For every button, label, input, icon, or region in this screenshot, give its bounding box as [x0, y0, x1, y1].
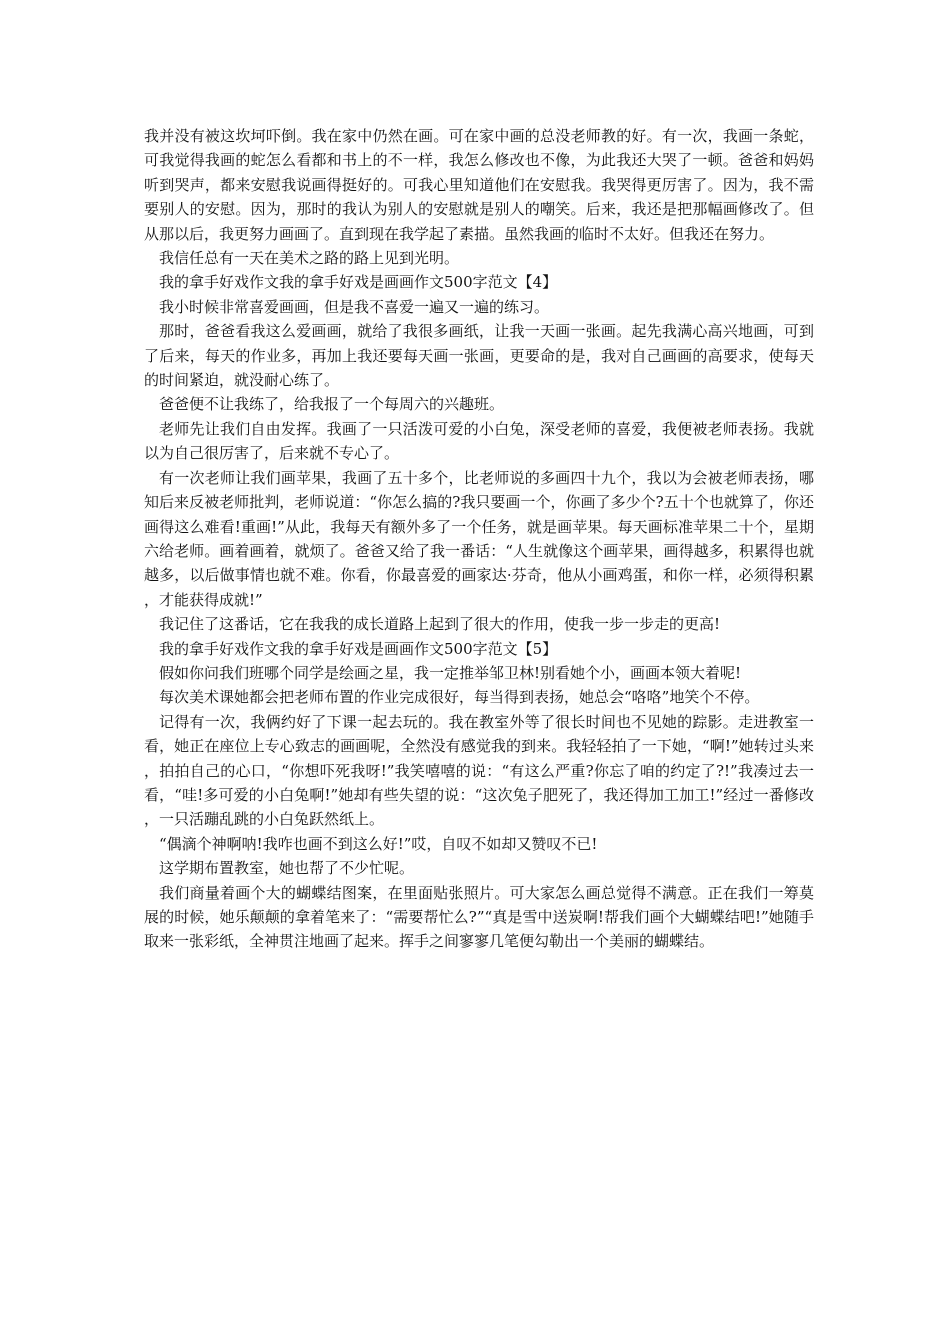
paragraph: 有一次老师让我们画苹果，我画了五十多个，比老师说的多画四十九个，我以为会被老师表扬，哪知后来反被老师批判，老师说道：“你怎么搞的?我只要画一个，你画了多少个?五十个也就算了，你还画得这么难看!重画!”从此，我每天有额外多了一个任务，就是画苹果。每天画标准苹果二十个，星期六给老师。画着画着，就烦了。爸爸又给了我一番话：“人生就像这个画苹果，画得越多，积累得也就越多，以后做事情也就不难。你看，你最喜爱的画家达·芬奇，他从小画鸡蛋，和你一样，必须得积累，才能获得成就!” — [144, 468, 814, 609]
document-body — [144, 124, 814, 954]
section-heading: 我的拿手好戏作文我的拿手好戏是画画作文500字范文【4】 — [159, 273, 558, 292]
paragraph: 那时，爸爸看我这么爱画画，就给了我很多画纸，让我一天画一张画。起先我满心高兴地画，可到了后来，每天的作业多，再加上我还要每天画一张画，更要命的是，我对自己画画的高要求，使每天的时间紧迫，就没耐心练了。 — [144, 322, 814, 390]
paragraph: 每次美术课她都会把老师布置的作业完成很好，每当得到表扬，她总会“咯咯”地笑个不停。 — [159, 688, 760, 707]
paragraph: “偶滴个神啊呐!我咋也画不到这么好!”哎，自叹不如却又赞叹不已! — [159, 834, 598, 853]
paragraph: 爸爸便不让我练了，给我报了一个每周六的兴趣班。 — [159, 395, 505, 414]
paragraph: 这学期布置教室，她也帮了不少忙呢。 — [159, 859, 415, 878]
paragraph: 我小时候非常喜爱画画，但是我不喜爱一遍又一遍的练习。 — [159, 297, 550, 316]
paragraph: 老师先让我们自由发挥。我画了一只活泼可爱的小白兔，深受老师的喜爱，我便被老师表扬。我就以为自己很厉害了，后来就不专心了。 — [144, 419, 814, 463]
paragraph: 我记住了这番话，它在我我的成长道路上起到了很大的作用，使我一步一步走的更高! — [159, 615, 721, 634]
paragraph: 我并没有被这坎坷吓倒。我在家中仍然在画。可在家中画的总没老师教的好。有一次，我画一条蛇，可我觉得我画的蛇怎么看都和书上的不一样，我怎么修改也不像，为此我还大哭了一顿。爸爸和妈妈听到哭声，都来安慰我说画得挺好的。可我心里知道他们在安慰我。我哭得更厉害了。因为，我不需要别人的安慰。因为，那时的我认为别人的安慰就是别人的嘲笑。后来，我还是把那幅画修改了。但从那以后，我更努力画画了。直到现在我学起了素描。虽然我画的临时不太好。但我还在努力。 — [144, 127, 814, 243]
paragraph: 假如你问我们班哪个同学是绘画之星，我一定推举邹卫林!别看她个小，画画本领大着呢! — [159, 663, 742, 682]
paragraph: 我们商量着画个大的蝴蝶结图案，在里面贴张照片。可大家怎么画总觉得不满意。正在我们一筹莫展的时候，她乐颠颠的拿着笔来了：“需要帮忙么?”“真是雪中送炭啊!帮我们画个大蝴蝶结吧!”她随手取来一张彩纸，全神贯注地画了起来。挥手之间寥寥几笔便勾勒出一个美丽的蝴蝶结。 — [144, 883, 814, 951]
paragraph: 记得有一次，我俩约好了下课一起去玩的。我在教室外等了很长时间也不见她的踪影。走进教室一看，她正在座位上专心致志的画画呢，全然没有感觉我的到来。我轻轻拍了一下她，“啊!”她转过头来，拍拍自己的心口，“你想吓死我呀!”我笑嘻嘻的说：“有这么严重?你忘了咱的约定了?!”我凑过去一看，“哇!多可爱的小白兔啊!”她却有些失望的说：“这次兔子肥死了，我还得加工加工!”经过一番修改，一只活蹦乱跳的小白兔跃然纸上。 — [144, 712, 814, 829]
section-heading: 我的拿手好戏作文我的拿手好戏是画画作文500字范文【5】 — [159, 639, 558, 658]
paragraph: 我信任总有一天在美术之路的路上见到光明。 — [159, 249, 460, 268]
